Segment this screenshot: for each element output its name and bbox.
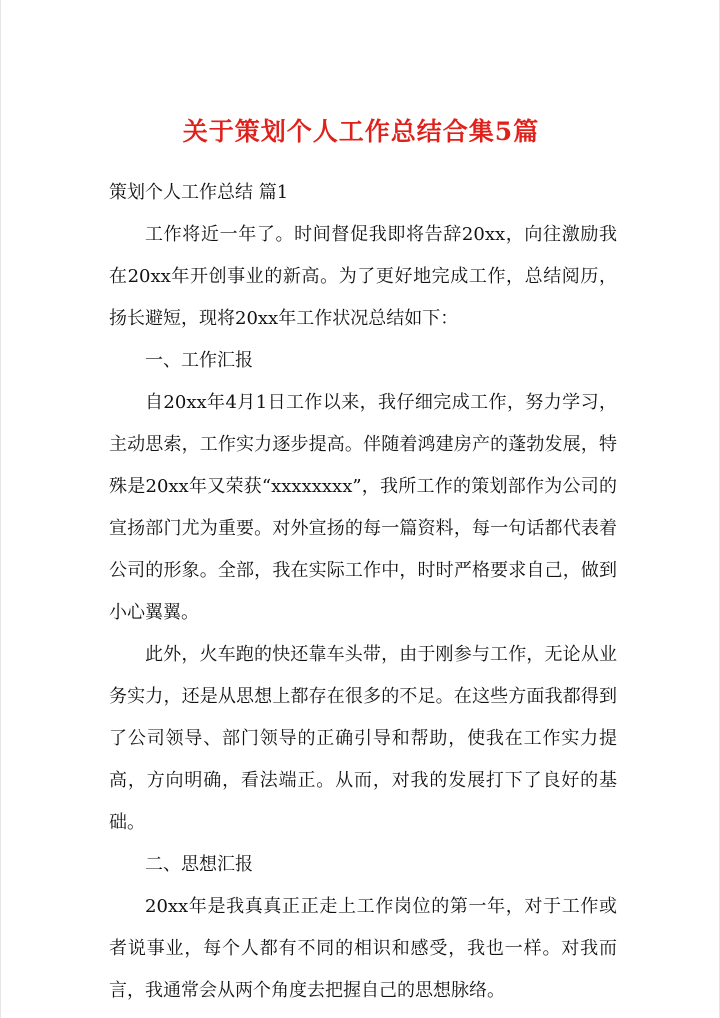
paragraph-thought-report: 20xx年是我真真正正走上工作岗位的第一年，对于工作或者说事业，每个人都有不同的相识和感受，我也一样。对我而言，我通常会从两个角度去把握自己的思想脉络。 [109,896,617,1001]
paragraph-additional: 此外，火车跑的快还靠车头带，由于刚参与工作，无论从业务实力，还是从思想上都存在很多的不足。在这些方面我都得到了公司领导、部门领导的正确引导和帮助，使我在工作实力提高，方向明确，看法端正。从而，对我的发展打下了良好的基础。 [109,644,617,833]
section-subtitle: 策划个人工作总结 篇1 [109,182,289,203]
section-heading-thought-report: 二、思想汇报 [145,854,253,875]
document-body [109,172,617,1012]
paragraph-work-report: 自20xx年4月1日工作以来，我仔细完成工作，努力学习，主动思索，工作实力逐步提高。伴随着鸿建房产的蓬勃发展，特殊是20xx年又荣获“xxxxxxxx”，我所工作的策划部作为公司的宣扬部门尤为重要。对外宣扬的每一篇资料，每一句话都代表着公司的形象。全部，我在实际工作中，时时严格要求自己，做到小心翼翼。 [109,392,617,623]
paragraph-intro: 工作将近一年了。时间督促我即将告辞20xx，向往激励我在20xx年开创事业的新高。为了更好地完成工作，总结阅历，扬长避短，现将20xx年工作状况总结如下： [109,224,617,329]
section-heading-work-report: 一、工作汇报 [145,350,253,371]
document-title: 关于策划个人工作总结合集5篇 [182,117,540,146]
